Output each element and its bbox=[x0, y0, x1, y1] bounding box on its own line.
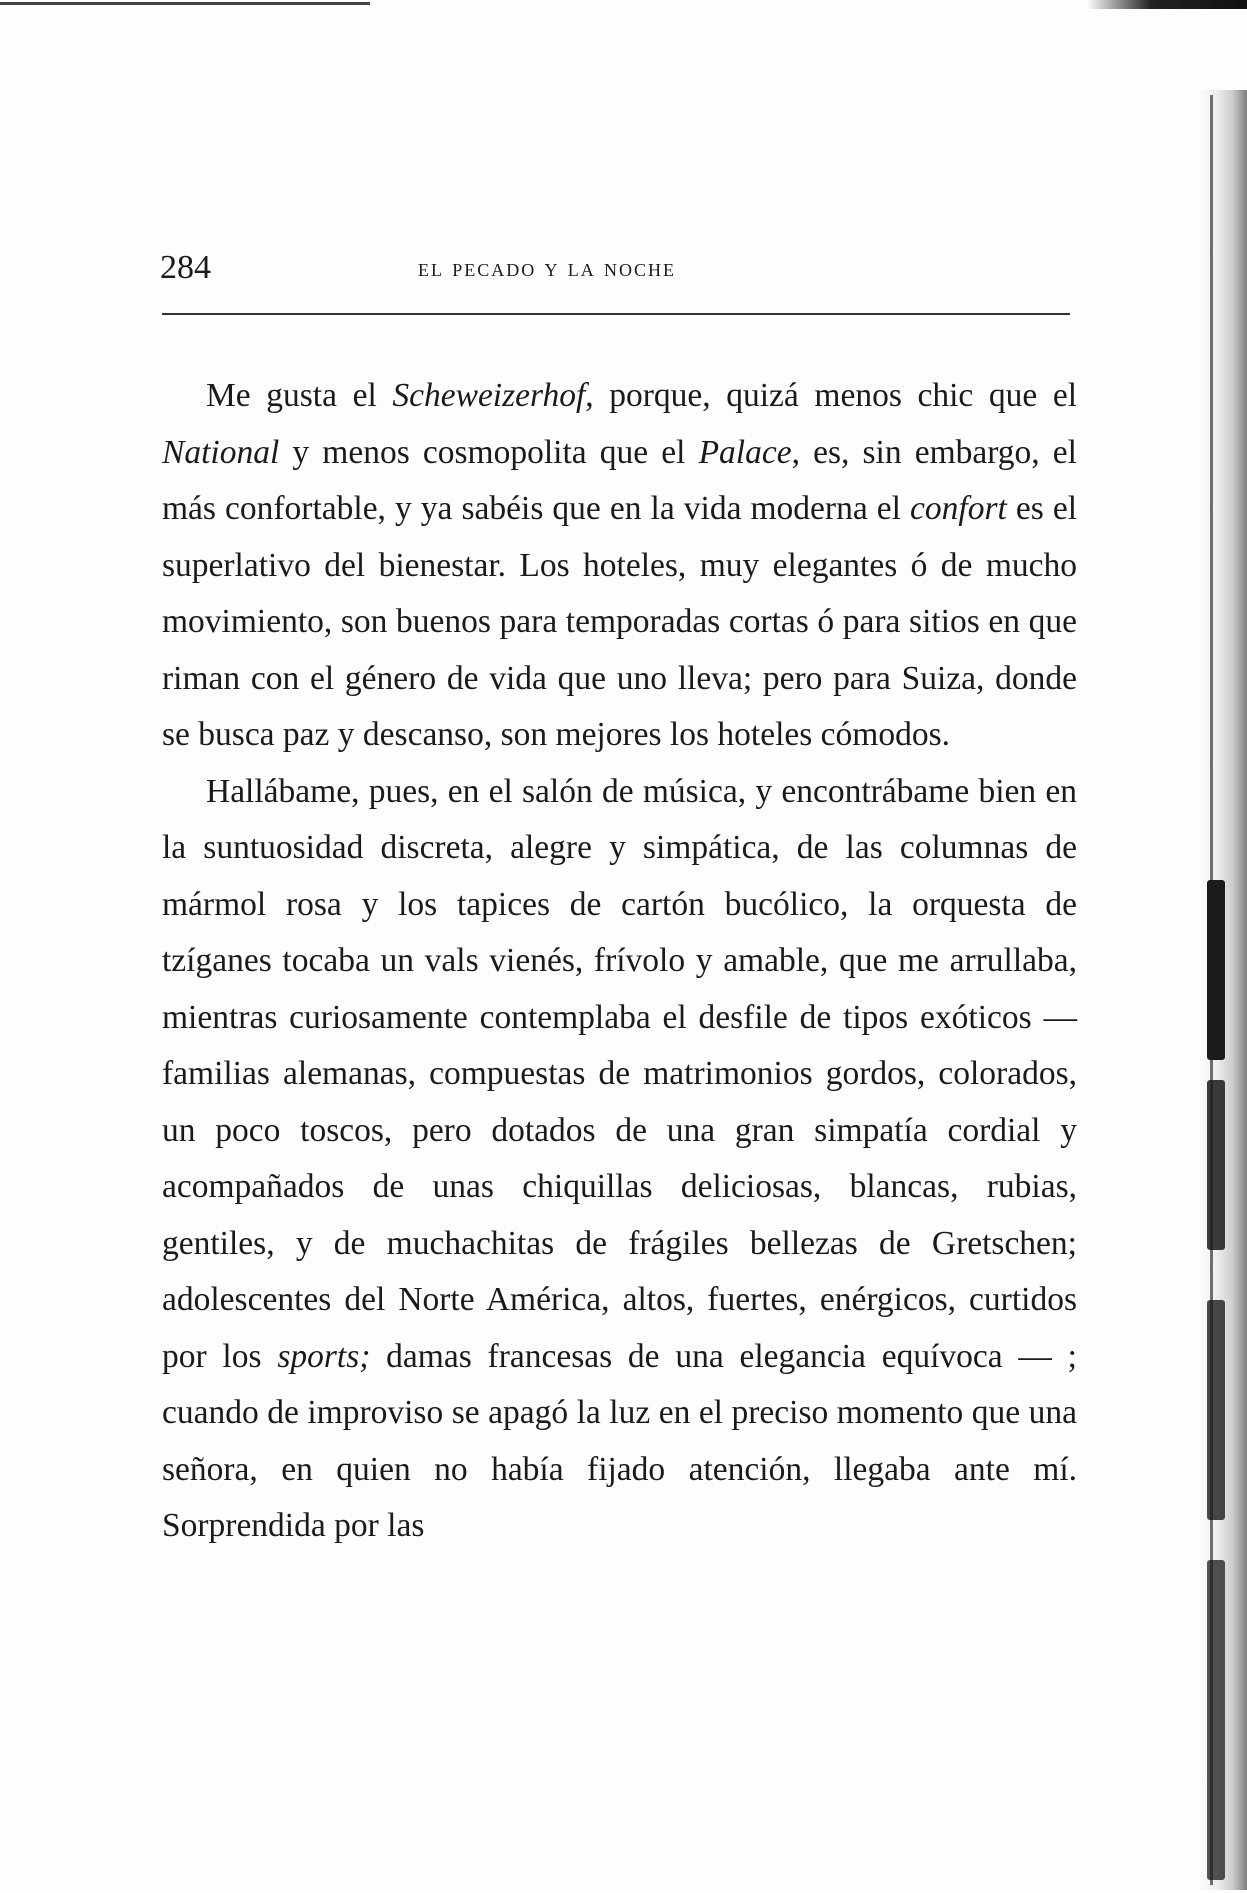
text-run: es el superlativo del bienestar. Los hoteles, muy elegantes ó de mucho movimiento, son buenos para temporadas cortas ó para sitios en que riman con el género de vida que uno lleva; pero para Suiza, donde se busca paz y descanso, son mejores los hoteles cómodos. bbox=[162, 490, 1078, 753]
text-run: damas francesas de una elegancia equívoca — ; cuando de improviso se apagó la luz en el preciso momento que una señora, en quien no había fijado atención, llegaba ante mí. Sorprendida por las bbox=[162, 1337, 1077, 1544]
paragraph-2 bbox=[162, 764, 1077, 1555]
running-header bbox=[160, 248, 1080, 288]
scan-edge-shadow bbox=[1087, 0, 1247, 9]
gutter-dark-mark bbox=[1207, 1080, 1225, 1250]
text-run: , porque, quizá menos chic que el bbox=[585, 377, 1078, 414]
gutter-dark-mark bbox=[1207, 880, 1225, 1060]
gutter-dark-mark bbox=[1207, 1560, 1225, 1880]
paragraph-1 bbox=[162, 368, 1077, 764]
text-run: Hallábame, pues, en el salón de música, y encontrábame bien en la suntuosidad discreta, alegre y simpática, de las columnas de mármol rosa y los tapices de cartón bucólico, la orquesta de tzíganes tocaba un vals vienés, frívolo y amable, que me arrullaba, mientras curiosamente contemplaba el desfile de tipos exóticos — familias alemanas, compuestas de matrimonios gordos, colorados, un poco toscos, pero dotados de una gran simpatía cordial y acompañados de unas chiquillas deliciosas, blancas, rubias, gentiles, y de muchachitas de frágiles bellezas de Gretschen; adolescentes del Norte América, altos, fuertes, enérgicos, curtidos por los bbox=[162, 772, 1077, 1375]
italic-run: sports; bbox=[277, 1337, 371, 1375]
scan-edge-line bbox=[0, 2, 370, 5]
header-rule bbox=[162, 313, 1070, 315]
text-run: y menos cosmopolita que el bbox=[279, 433, 699, 471]
text-run: , es, sin embargo, el más confortable, y ya sabéis que en la vida moderna el bbox=[162, 433, 1077, 527]
italic-run: confort bbox=[910, 490, 1007, 527]
page-number: 284 bbox=[160, 249, 211, 286]
text-run: Me gusta el bbox=[206, 377, 393, 414]
italic-run: Palace bbox=[698, 433, 792, 471]
body-text bbox=[162, 368, 1077, 1555]
running-title: el pecado y la noche bbox=[418, 255, 676, 282]
gutter-dark-mark bbox=[1207, 1300, 1225, 1520]
italic-run: National bbox=[162, 433, 280, 471]
italic-run: Scheweizerhof bbox=[392, 377, 586, 414]
